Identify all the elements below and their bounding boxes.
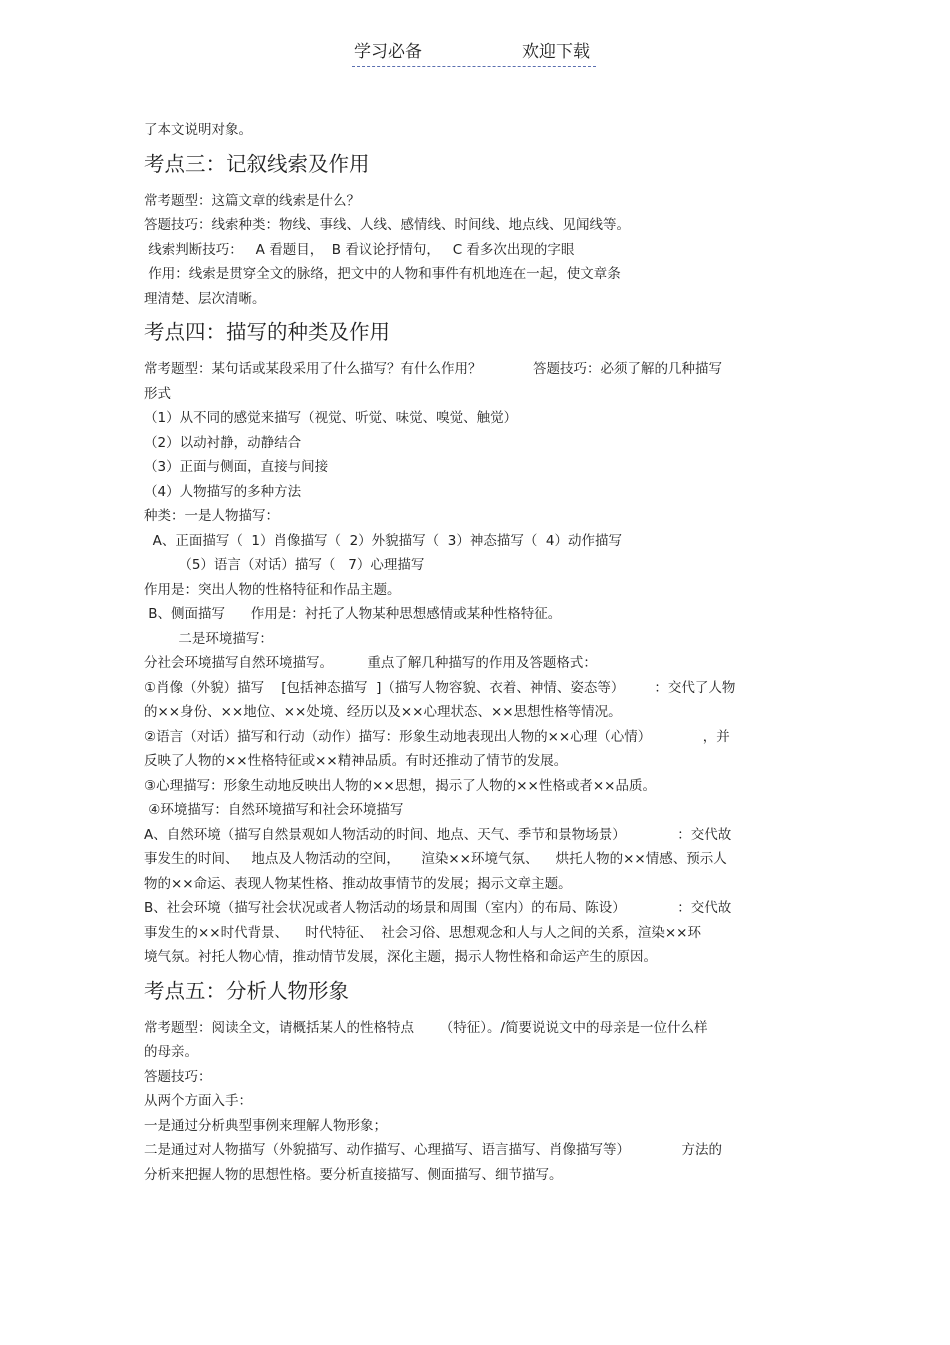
- text-line: 物的××命运、表现人物某性格、推动故事情节的发展；揭示文章主题。: [144, 875, 572, 892]
- text-line: 线索判断技巧： A 看题目， B 看议论抒情句， C 看多次出现的字眼: [144, 241, 575, 258]
- text-line: A、正面描写（ 1）肖像描写（ 2）外貌描写（ 3）神态描写（ 4）动作描写: [144, 532, 623, 549]
- text-line: 从两个方面入手：: [144, 1093, 252, 1109]
- text-line: 的××身份、××地位、××处境、经历以及××心理状态、××思想性格等情况。: [144, 704, 622, 720]
- text-line: 事发生的时间、 地点及人物活动的空间， 渲染××环境气氛、 烘托人物的××情感、预示人: [144, 851, 727, 867]
- text-line: 答题技巧：线索种类：物线、事线、人线、感情线、时间线、地点线、见闻线等。: [144, 217, 630, 233]
- section-heading: 考点四：描写的种类及作用: [144, 320, 390, 344]
- section-heading: 考点三：记叙线索及作用: [144, 151, 370, 176]
- text-line: 常考题型：阅读全文，请概括某人的性格特点 （特征）。/简要说说文中的母亲是一位什么样: [144, 1019, 708, 1036]
- text-line: 答题技巧：: [144, 1068, 212, 1085]
- text-line: 作用：线索是贯穿全文的脉络，把文中的人物和事件有机地连在一起，使文章条: [144, 266, 621, 282]
- text-line: 的母亲。: [144, 1044, 198, 1060]
- text-line: 分析来把握人物的思想性格。要分析直接描写、侧面描写、细节描写。: [144, 1166, 563, 1183]
- text-line: 事发生的××时代背景、 时代特征、 社会习俗、思想观念和人与人之间的关系，渲染××环: [144, 924, 701, 941]
- text-line: B、社会环境（描写社会状况或者人物活动的场景和周围（室内）的布局、陈设） ：交代故: [144, 900, 732, 916]
- text-line: 形式: [144, 385, 171, 402]
- text-line: 境气氛。衬托人物心情，推动情节发展，深化主题，揭示人物性格和命运产生的原因。: [144, 949, 657, 965]
- text-line: 作用是：突出人物的性格特征和作品主题。: [144, 581, 401, 598]
- text-line: 了本文说明对象。: [144, 122, 252, 138]
- text-line: 常考题型：这篇文章的线索是什么？: [144, 192, 360, 209]
- text-line: A、自然环境（描写自然景观如人物活动的时间、地点、天气、季节和景物场景） ：交代故: [144, 826, 732, 843]
- page-header: [352, 42, 596, 67]
- text-line: （2）以动衬静，动静结合: [144, 434, 302, 451]
- document-body: [144, 118, 809, 1187]
- text-line: B、侧面描写 作用是：衬托了人物某种思想感情或某种性格特征。: [144, 606, 562, 622]
- header-left-text: 学习必备: [354, 42, 422, 62]
- text-line: 反映了人物的××性格特征或××精神品质。有时还推动了情节的发展。: [144, 753, 568, 769]
- text-line: 种类：一是人物描写：: [144, 508, 279, 524]
- text-line: ④环境描写：自然环境描写和社会环境描写: [144, 802, 404, 818]
- text-line: 常考题型：某句话或某段采用了什么描写？有什么作用？ 答题技巧：必须了解的几种描写: [144, 361, 722, 377]
- text-line: （5）语言（对话）描写（ 7）心理描写: [144, 557, 425, 573]
- text-line: ③心理描写：形象生动地反映出人物的××思想，揭示了人物的××性格或者××品质。: [144, 777, 656, 794]
- text-line: 分社会环境描写自然环境描写。 重点了解几种描写的作用及答题格式：: [144, 655, 597, 671]
- text-line: ②语言（对话）描写和行动（动作）描写：形象生动地表现出人物的××心理（心情） ，并: [144, 728, 730, 745]
- text-line: （4）人物描写的多种方法: [144, 483, 302, 500]
- text-line: 二是环境描写：: [144, 630, 273, 647]
- text-line: ①肖像（外貌）描写 [包括神态描写 ]（描写人物容貌、衣着、神情、姿态等） ：交代了人物: [144, 679, 736, 696]
- text-line: 二是通过对人物描写（外貌描写、动作描写、心理描写、语言描写、肖像描写等） 方法的: [144, 1142, 722, 1158]
- text-line: （3）正面与侧面，直接与间接: [144, 459, 329, 475]
- text-line: 一是通过分析典型事例来理解人物形象；: [144, 1117, 387, 1134]
- text-line: 理清楚、层次清晰。: [144, 290, 266, 307]
- header-right-text: 欢迎下载: [522, 42, 590, 62]
- section-heading: 考点五：分析人物形象: [144, 978, 349, 1003]
- text-line: （1）从不同的感觉来描写（视觉、听觉、味觉、嗅觉、触觉）: [144, 410, 518, 426]
